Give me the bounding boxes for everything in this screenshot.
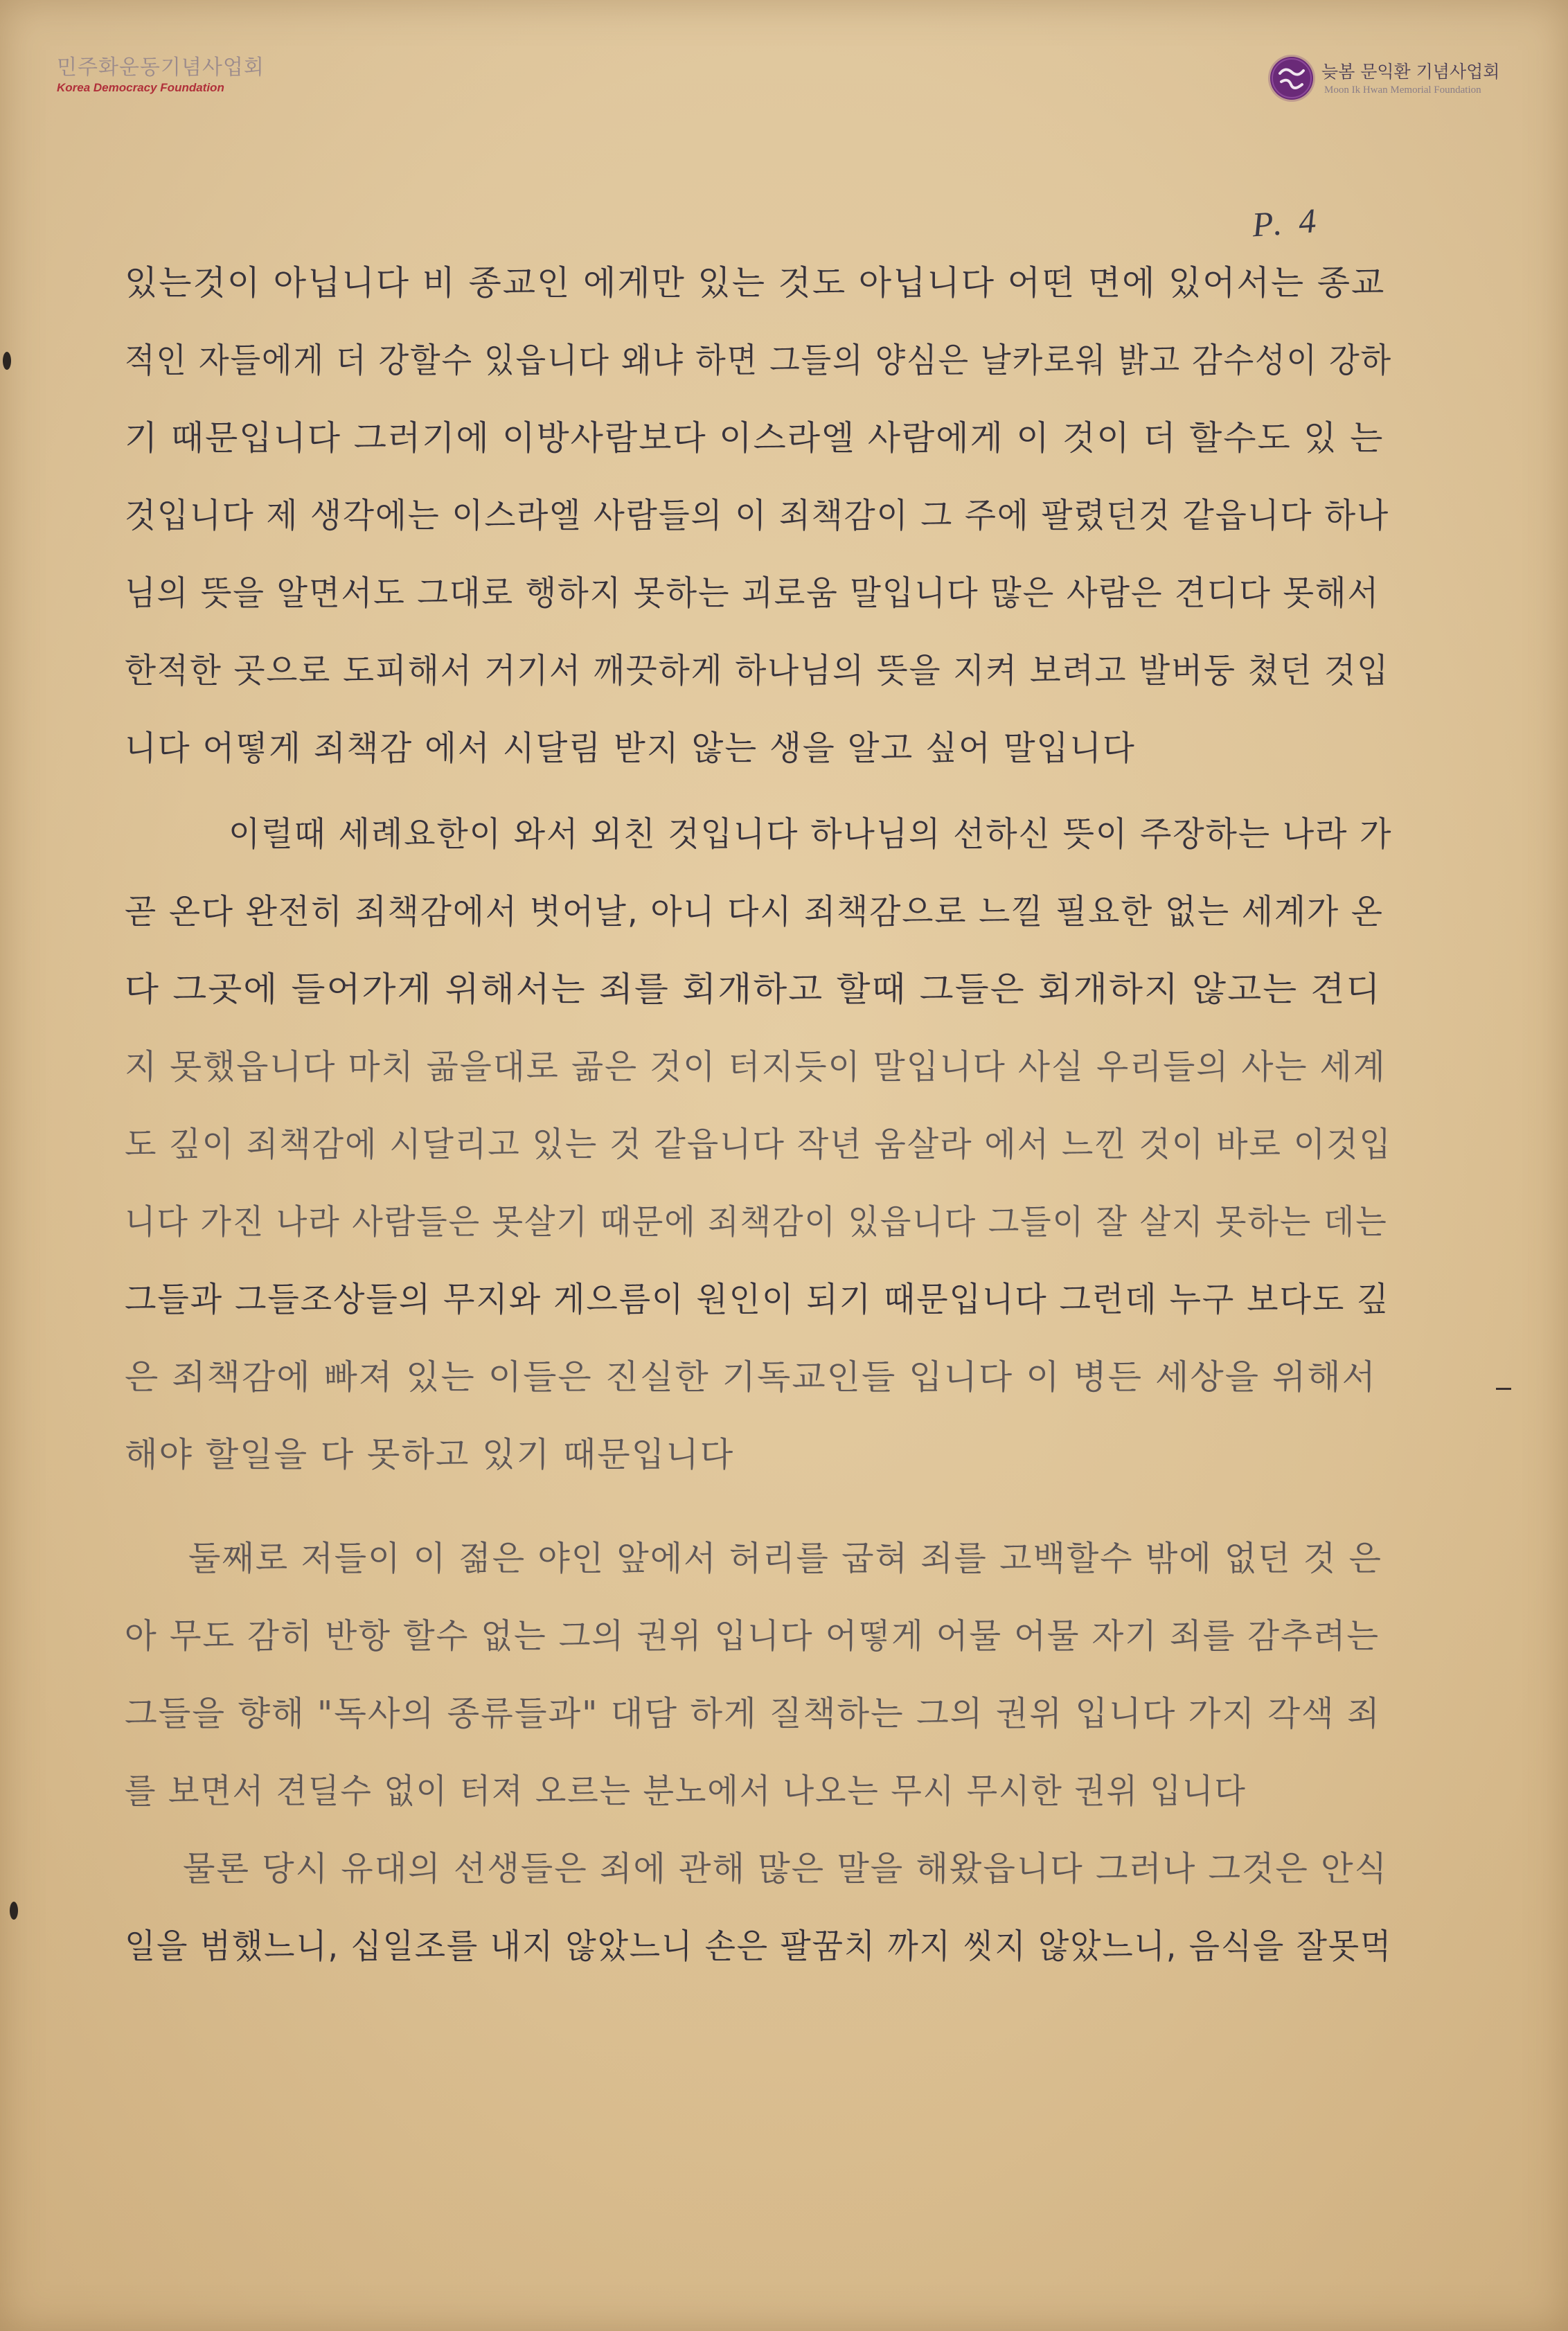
right-logo-korean: 늦봄 문익환 기념사업회	[1321, 62, 1500, 82]
moon-ik-hwan-foundation-logo	[1270, 55, 1526, 104]
text-line: 은 죄책감에 빠져 있는 이들은 진실한 기독교인들 입니다 이 병든 세상을 위해서	[125, 1357, 1378, 1397]
korea-democracy-foundation-logo	[57, 55, 285, 96]
text-line: 니다 어떻게 죄책감 에서 시달림 받지 않는 생을 알고 싶어 말입니다	[125, 729, 1136, 768]
text-line: 지 못했읍니다 마치 곪을대로 곪은 것이 터지듯이 말입니다 사실 우리들의 사는 세계	[125, 1047, 1387, 1087]
text-line: 다 그곳에 들어가게 위해서는 죄를 회개하고 할때 그들은 회개하지 않고는 견디	[125, 970, 1382, 1009]
binder-hole-mark	[3, 352, 11, 370]
text-line: 적인 자들에게 더 강할수 있읍니다 왜냐 하면 그들의 양심은 날카로워 밝고 감수성이 강하	[125, 341, 1392, 380]
margin-dash-mark	[1496, 1388, 1511, 1390]
text-line: 님의 뜻을 알면서도 그대로 행하지 못하는 괴로움 말입니다 많은 사람은 견디다 못해서	[125, 573, 1380, 613]
text-line: 도 깊이 죄책감에 시달리고 있는 것 같읍니다 작년 움살라 에서 느낀 것이 바로 이것입	[125, 1125, 1392, 1164]
seal-icon	[1270, 57, 1313, 100]
text-line: 해야 할일을 다 못하고 있기 때문입니다	[125, 1435, 735, 1474]
text-line: 물론 당시 유대의 선생들은 죄에 관해 많은 말을 해왔읍니다 그러나 그것은 안식	[183, 1849, 1389, 1888]
text-line: 것입니다 제 생각에는 이스라엘 사람들의 이 죄책감이 그 주에 팔렸던것 같읍니다 하나	[125, 496, 1390, 535]
text-line: 기 때문입니다 그러기에 이방사람보다 이스라엘 사람에게 이 것이 더 할수도 있 는	[125, 418, 1384, 458]
text-line: 를 보면서 견딜수 없이 터져 오르는 분노에서 나오는 무시 무시한 권위 입니다	[125, 1771, 1247, 1811]
text-line: 그들과 그들조상들의 무지와 게으름이 원인이 되기 때문입니다 그런데 누구 보다도 깊	[125, 1280, 1390, 1319]
text-line: 이럴때 세례요한이 와서 외친 것입니다 하나님의 선하신 뜻이 주장하는 나라 가	[229, 814, 1393, 854]
left-logo-korean: 민주화운동기념사업회	[57, 55, 265, 80]
text-line: 한적한 곳으로 도피해서 거기서 깨끗하게 하나님의 뜻을 지켜 보려고 발버둥 쳤던 것입	[125, 651, 1390, 690]
text-line: 아 무도 감히 반항 할수 없는 그의 권위 입니다 어떻게 어물 어물 자기 죄를 감추려는	[125, 1616, 1380, 1656]
left-logo-english: Korea Democracy Foundation	[57, 81, 224, 94]
text-line: 그들을 향해 "독사의 종류들과" 대담 하게 질책하는 그의 권위 입니다 가지 각색 죄	[125, 1694, 1381, 1733]
right-logo-english: Moon Ik Hwan Memorial Foundation	[1324, 84, 1481, 96]
binder-hole-mark	[10, 1902, 18, 1920]
text-line: 니다 가진 나라 사람들은 못살기 때문에 죄책감이 있읍니다 그들이 잘 살지 못하는 데는	[125, 1202, 1388, 1242]
text-line: 있는것이 아닙니다 비 종교인 에게만 있는 것도 아닙니다 어떤 면에 있어서는 종교	[125, 263, 1386, 303]
text-line: 둘째로 저들이 이 젊은 야인 앞에서 허리를 굽혀 죄를 고백할수 밖에 없던 것 은	[188, 1539, 1382, 1578]
text-line: 곧 온다 완전히 죄책감에서 벗어날, 아니 다시 죄책감으로 느낄 필요한 없는 세계가 온	[125, 892, 1384, 931]
page-number: P. 4	[1251, 200, 1321, 244]
text-line: 일을 범했느니, 십일조를 내지 않았느니 손은 팔꿈치 까지 씻지 않았느니, 음식을 잘못먹	[125, 1927, 1393, 1966]
